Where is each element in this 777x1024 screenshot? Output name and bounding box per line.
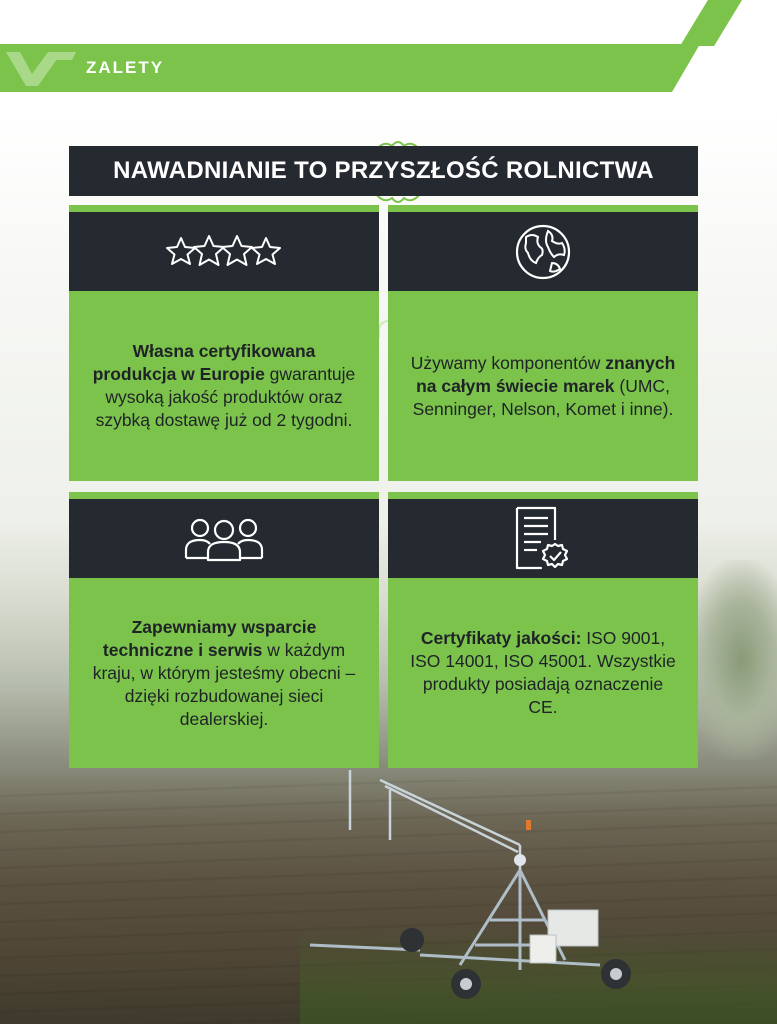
card-regular-text: Używamy komponentów [410,352,606,373]
card-bold-text: znanych na całym świecie marek [416,352,676,396]
four-stars-icon [166,232,282,272]
certificate-document-icon [513,506,573,572]
brand-chevron-logo-icon [2,46,78,92]
card-bold-text: Zapewniamy wsparcie techniczne i serwis [102,616,317,660]
card-regular-text: gwarantuje wysoką jakość produktów oraz szybką dostawę już od 2 tygodni. [95,364,356,430]
card-header [69,499,379,578]
card-text [69,291,379,481]
advantage-card-components [388,205,698,481]
advantage-card-production [69,205,379,481]
card-bold-text: Certyfikaty jakości: [420,628,582,648]
card-text [388,291,698,481]
background-trees [687,560,777,760]
advantage-card-support [69,492,379,768]
team-people-icon [183,516,265,562]
card-header [69,212,379,291]
card-regular-text: (UMC, Senninger, Nelson, Komet i inne). [412,375,674,419]
section-label: ZALETY [86,58,165,77]
page-title-bar [69,146,698,196]
card-text [388,578,698,768]
irrigation-pivot-machine-illustration [290,760,650,1010]
globe-icon [514,223,572,281]
card-header [388,212,698,291]
card-text [69,578,379,768]
card-header [388,499,698,578]
advantage-card-certificates [388,492,698,768]
page-title: NAWADNIANIE TO PRZYSZŁOŚĆ ROLNICTWA [113,157,654,184]
card-bold-text: Własna certyfikowana produkcja w Europie [92,341,316,384]
card-regular-text: w każdym kraju, w którym jesteśmy obecni – dzięki rozbudowanej sieci dealerskiej. [92,639,356,729]
card-regular-text: ISO 9001, ISO 14001, ISO 45001. Wszystkie produkty posiadają oznaczenie CE. [410,628,676,717]
